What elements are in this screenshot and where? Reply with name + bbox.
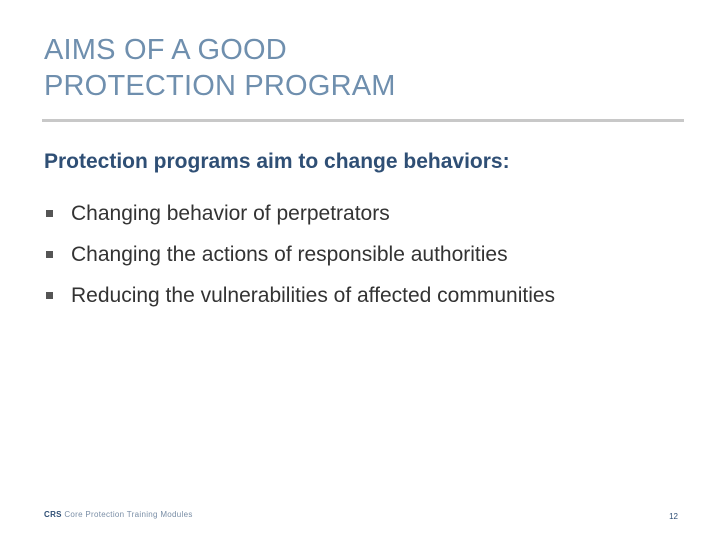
footer-org: CRS: [44, 510, 62, 519]
slide-title-line-2: PROTECTION PROGRAM: [44, 70, 396, 102]
bullet-text: Changing behavior of perpetrators: [71, 201, 390, 225]
slide-subheading: Protection programs aim to change behaviors:: [44, 150, 510, 173]
bullet-item: [44, 193, 555, 234]
square-bullet-icon: [46, 210, 53, 217]
title-divider: [42, 119, 684, 122]
bullet-item: [44, 234, 555, 275]
square-bullet-icon: [46, 292, 53, 299]
square-bullet-icon: [46, 251, 53, 258]
bullet-text: Changing the actions of responsible authorities: [71, 242, 508, 266]
bullet-list: [44, 193, 555, 316]
slide-title-line-1: AIMS OF A GOOD: [44, 34, 287, 66]
footer-caption: [44, 510, 193, 519]
bullet-item: [44, 275, 555, 316]
footer-module: Core Protection Training Modules: [64, 510, 193, 519]
page-number: 12: [669, 512, 678, 521]
slide-title: [44, 32, 396, 104]
bullet-text: Reducing the vulnerabilities of affected communities: [71, 283, 556, 307]
